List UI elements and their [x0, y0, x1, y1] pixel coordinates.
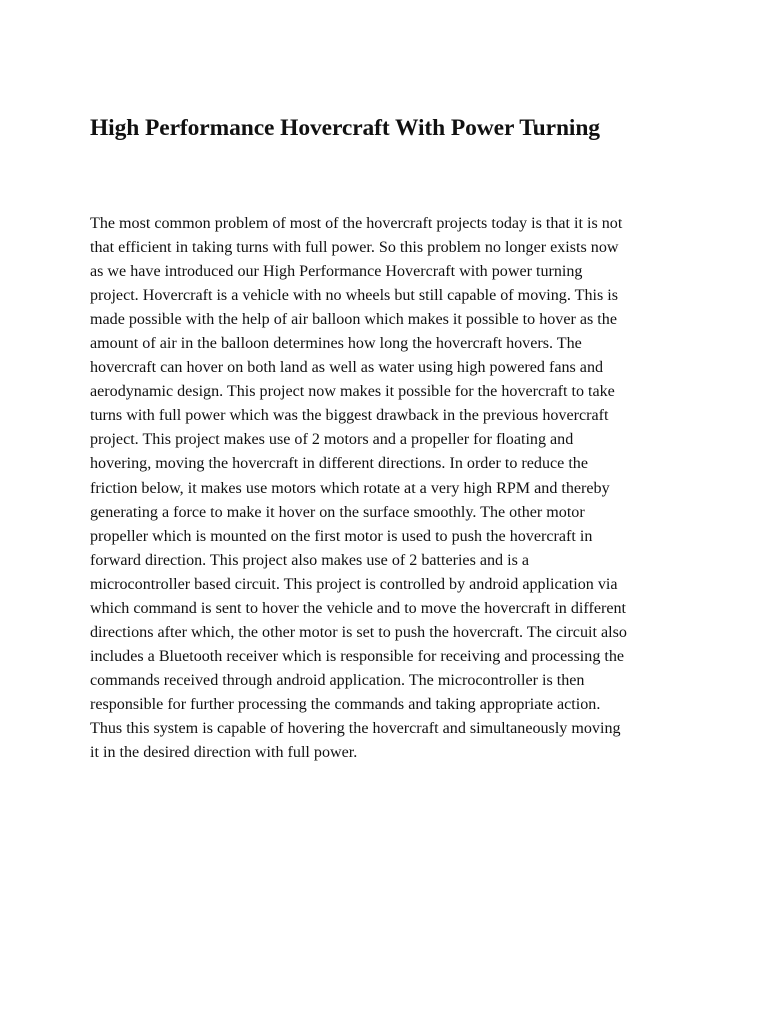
paragraph-line: made possible with the help of air balloon which makes it possible to hover as the [90, 311, 617, 329]
document-title: High Performance Hovercraft With Power Turning [90, 115, 600, 141]
paragraph-line: amount of air in the balloon determines how long the hovercraft hovers. The [90, 335, 582, 353]
paragraph-line: Thus this system is capable of hovering the hovercraft and simultaneously moving [90, 719, 621, 737]
paragraph-line: generating a force to make it hover on the surface smoothly. The other motor [90, 503, 585, 521]
paragraph-line: hovercraft can hover on both land as well as water using high powered fans and [90, 359, 604, 377]
paragraph-line: forward direction. This project also makes use of 2 batteries and is a [90, 551, 530, 569]
paragraph-line: commands received through android application. The microcontroller is then [90, 671, 585, 689]
paragraph-line: which command is sent to hover the vehicle and to move the hovercraft in different [90, 599, 626, 617]
paragraph-line: friction below, it makes use motors which rotate at a very high RPM and thereby [90, 479, 610, 497]
body-paragraph [90, 212, 710, 765]
paragraph-line: hovering, moving the hovercraft in different directions. In order to reduce the [90, 455, 588, 473]
paragraph-line: as we have introduced our High Performance Hovercraft with power turning [90, 263, 583, 281]
paragraph-line: includes a Bluetooth receiver which is responsible for receiving and processing the [90, 647, 625, 665]
paragraph-line: aerodynamic design. This project now makes it possible for the hovercraft to take [90, 383, 615, 401]
paragraph-line: responsible for further processing the commands and taking appropriate action. [90, 695, 601, 713]
paragraph-line: project. Hovercraft is a vehicle with no wheels but still capable of moving. This is [90, 287, 618, 305]
paragraph-line: microcontroller based circuit. This project is controlled by android application via [90, 575, 618, 593]
paragraph-line: turns with full power which was the biggest drawback in the previous hovercraft [90, 407, 609, 425]
paragraph-line: directions after which, the other motor is set to push the hovercraft. The circuit also [90, 623, 627, 641]
paragraph-line: project. This project makes use of 2 motors and a propeller for floating and [90, 431, 574, 449]
paragraph-line: it in the desired direction with full power. [90, 744, 358, 762]
paragraph-line: propeller which is mounted on the first motor is used to push the hovercraft in [90, 527, 593, 545]
paragraph-line: that efficient in taking turns with full power. So this problem no longer exists now [90, 239, 619, 257]
paragraph-line: The most common problem of most of the hovercraft projects today is that it is not [90, 215, 623, 232]
